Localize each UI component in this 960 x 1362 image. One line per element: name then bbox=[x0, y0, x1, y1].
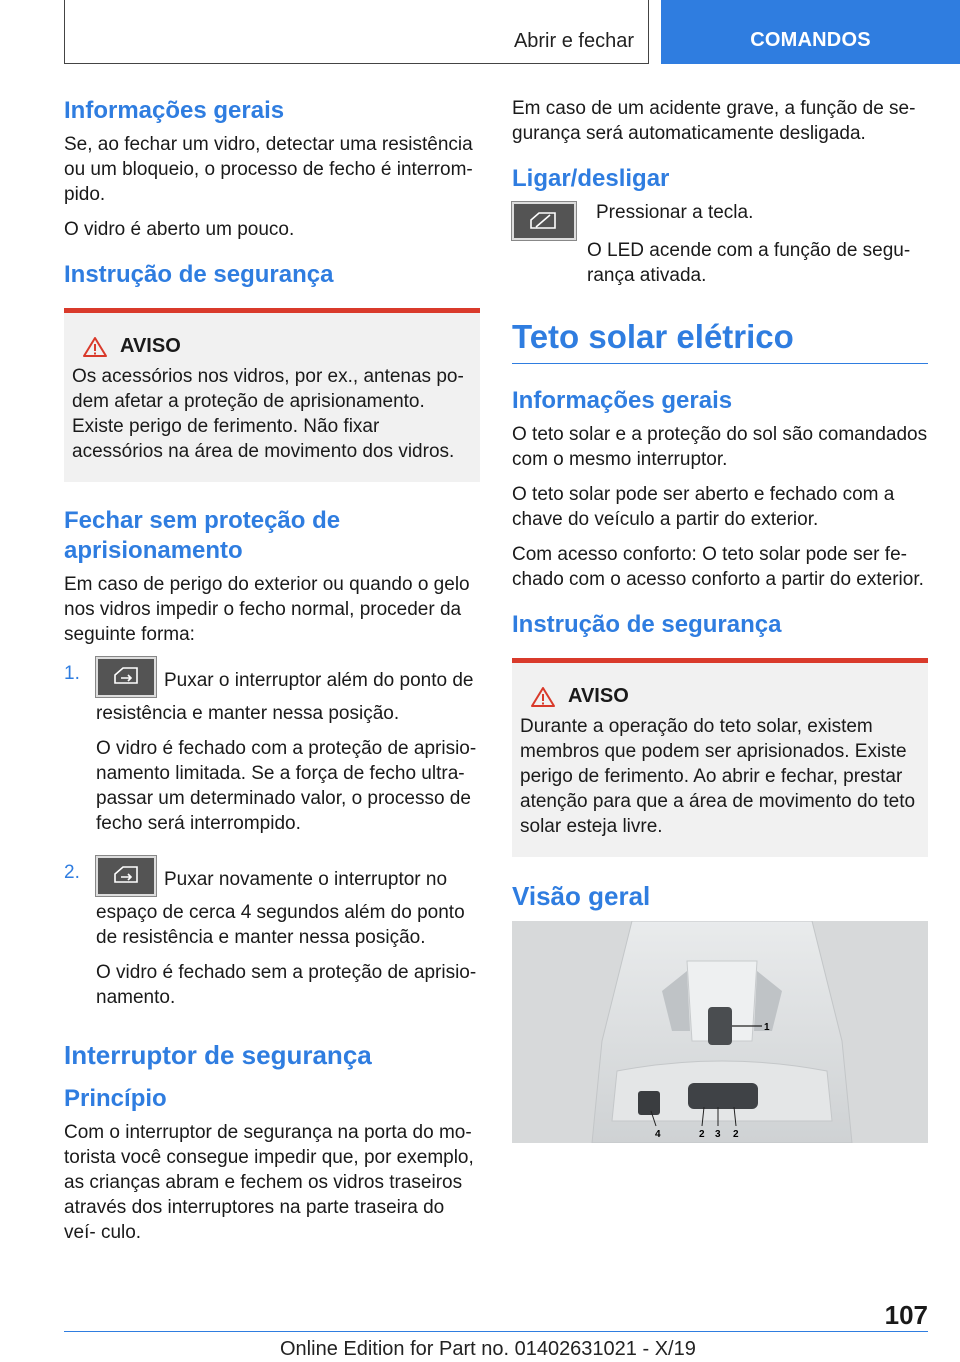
list-item bbox=[64, 860, 480, 1020]
heading-principle: Princípio bbox=[64, 1085, 167, 1112]
paragraph: O teto solar pode ser aberto e fechado com a chave do veículo a partir do exterior. bbox=[512, 484, 895, 530]
paragraph: O LED acende com a função de segu‐ rança ativada. bbox=[587, 240, 911, 286]
callout-label: 4 bbox=[655, 1129, 661, 1140]
heading-overview: Visão geral bbox=[512, 881, 651, 911]
heading-safety-switch: Interruptor de segurança bbox=[64, 1040, 372, 1070]
heading-safety: Instrução de segurança bbox=[512, 611, 782, 638]
header-frame bbox=[64, 0, 649, 64]
header-chapter-tab[interactable]: COMANDOS bbox=[661, 0, 960, 64]
left-column bbox=[64, 96, 480, 1255]
footer-edition-text: Online Edition for Part no. 01402631021 - X/19 bbox=[280, 1338, 696, 1360]
list-item bbox=[64, 661, 480, 846]
warning-label: AVISO bbox=[568, 685, 629, 707]
footer-rule bbox=[64, 1331, 928, 1332]
warning-title bbox=[82, 335, 472, 358]
heading-close-without-protection: Fechar sem proteção de aprisionamento bbox=[64, 507, 341, 564]
paragraph: Com acesso conforto: O teto solar pode ser fe‐ chado com o acesso conforto a partir do exterior. bbox=[512, 544, 924, 590]
warning-label: AVISO bbox=[120, 335, 181, 357]
window-switch-icon bbox=[96, 856, 156, 896]
paragraph: Pressionar a tecla. bbox=[596, 202, 754, 223]
paragraph: O teto solar e a proteção do sol são comandados com o mesmo interruptor. bbox=[512, 424, 928, 470]
callout-label: 3 bbox=[715, 1129, 721, 1140]
paragraph: O vidro é aberto um pouco. bbox=[64, 219, 295, 240]
paragraph: Se, ao fechar um vidro, detectar uma resistência ou um bloqueio, o processo de fecho é interrom‐ pido. bbox=[64, 134, 473, 205]
heading-general-info: Informações gerais bbox=[64, 97, 285, 124]
paragraph: Em caso de um acidente grave, a função de se‐ gurança será automaticamente desligada. bbox=[512, 98, 916, 144]
header-section-title: Abrir e fechar bbox=[513, 30, 634, 52]
callout-label: 2 bbox=[733, 1129, 739, 1140]
paragraph: Com o interruptor de segurança na porta do mo‐ torista você consegue impedir que, por exemplo, as crianças abram e fechem os vidros traseiros através dos interruptores na parte traseira do veí‐ culo. bbox=[64, 1122, 474, 1243]
heading-on-off: Ligar/desligar bbox=[512, 165, 670, 192]
warning-title bbox=[530, 685, 920, 708]
page-number: 107 bbox=[884, 1300, 928, 1330]
warning-box bbox=[64, 308, 480, 482]
safety-switch-button-icon bbox=[512, 202, 576, 240]
overhead-console-illustration bbox=[512, 921, 928, 1143]
step-number: 1. bbox=[64, 663, 80, 684]
window-switch-icon bbox=[96, 657, 156, 697]
warning-triangle-icon bbox=[530, 686, 556, 708]
warning-box bbox=[512, 658, 928, 857]
step-text: Puxar o interruptor além do ponto de resistência e manter nessa posição. bbox=[96, 670, 474, 724]
heading-general-info: Informações gerais bbox=[512, 387, 733, 414]
right-column bbox=[512, 96, 928, 1143]
warning-text: Os acessórios nos vidros, por ex., antenas po‐ dem afetar a proteção de aprisionamento. Existe perigo de ferimento. Não fixar acessórios na área de movimento dos vidros. bbox=[72, 366, 464, 462]
step-note: O vidro é fechado sem a proteção de aprisio‐ namento. bbox=[96, 962, 477, 1008]
step-text: Puxar novamente o interruptor no espaço de cerca 4 segundos além do ponto de resistência e manter nessa posição. bbox=[96, 869, 465, 948]
step-note: O vidro é fechado com a proteção de aprisio‐ namento limitada. Se a força de fecho ultra‐ passar um determinado valor, o processo de fecho será interrompido. bbox=[96, 738, 477, 834]
callout-label: 2 bbox=[699, 1129, 705, 1140]
step-number: 2. bbox=[64, 862, 80, 883]
overhead-console-figure bbox=[512, 921, 928, 1143]
heading-safety: Instrução de segurança bbox=[64, 261, 334, 288]
callout-label: 1 bbox=[764, 1022, 770, 1033]
paragraph: Em caso de perigo do exterior ou quando o gelo nos vidros impedir o fecho normal, proceder da seguinte forma: bbox=[64, 574, 470, 645]
warning-triangle-icon bbox=[82, 336, 108, 358]
heading-sunroof: Teto solar elétrico bbox=[512, 318, 928, 364]
warning-text: Durante a operação do teto solar, existem membros que podem ser aprisionados. Existe perigo de ferimento. Ao abrir e fechar, prestar atenção para que a área de movimento do teto solar esteja livre. bbox=[520, 716, 916, 837]
